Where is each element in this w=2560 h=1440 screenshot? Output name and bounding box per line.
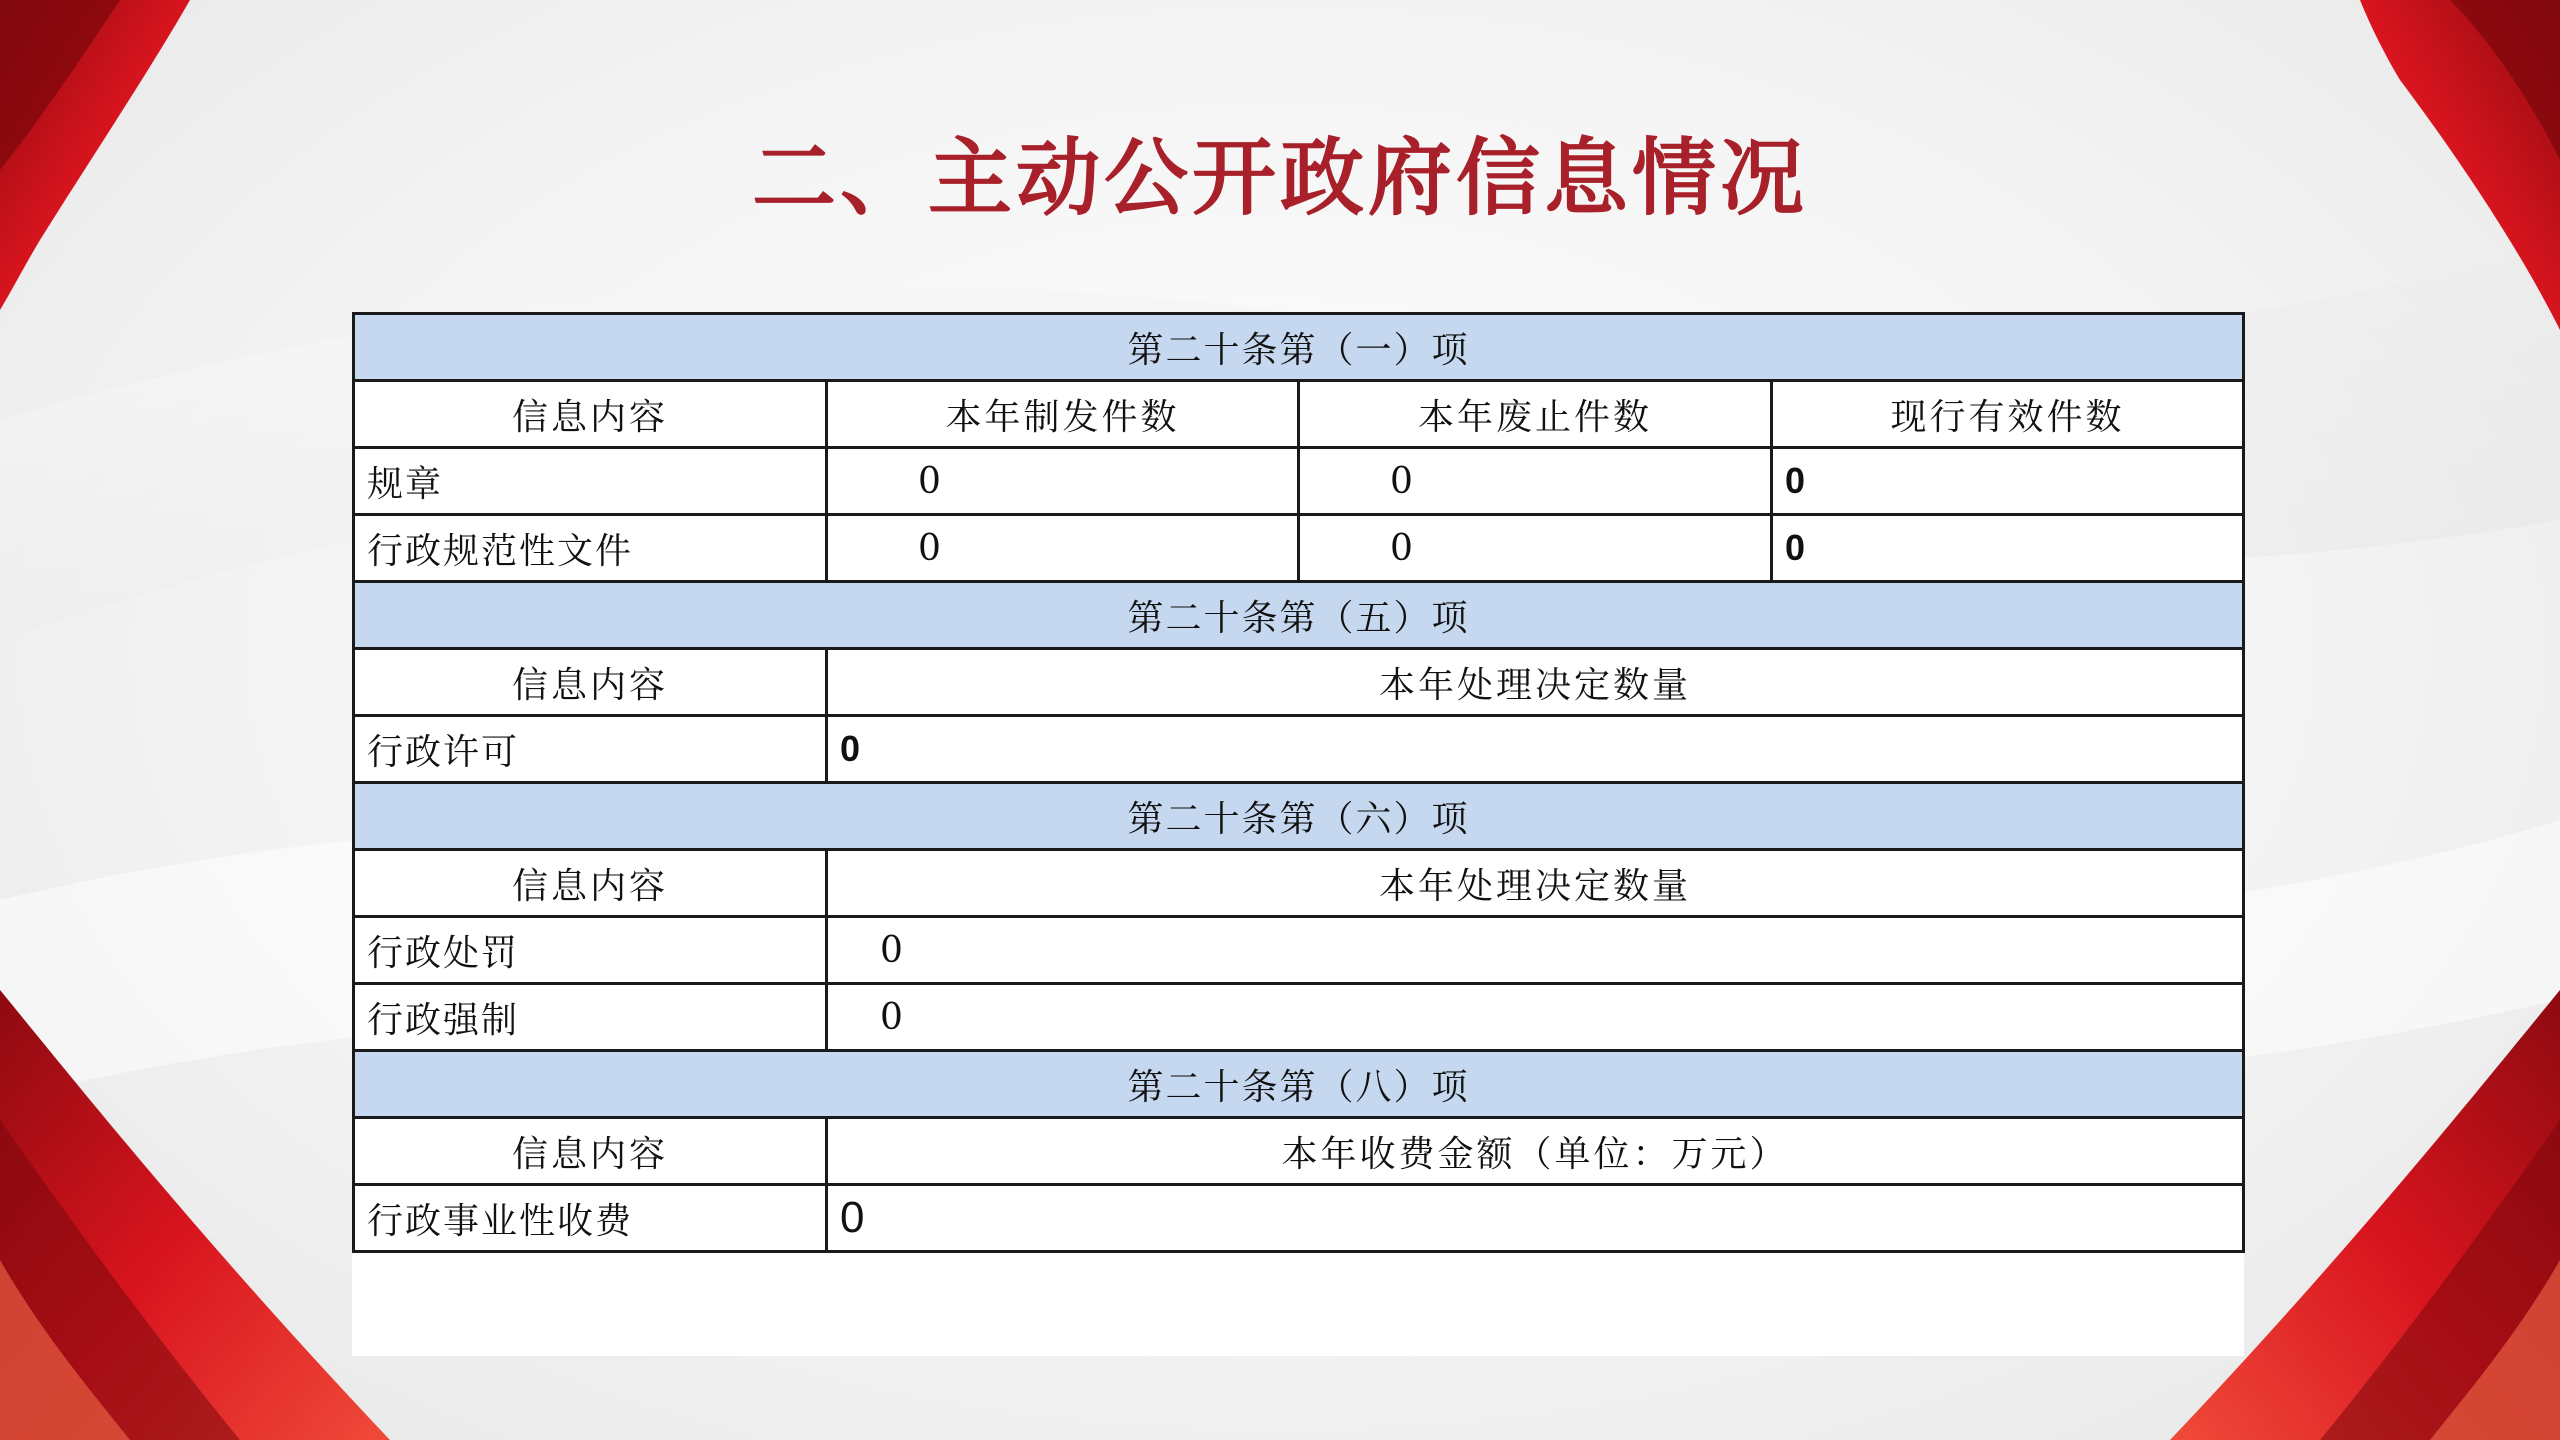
- valid-count: 0: [1772, 515, 2244, 582]
- column-header-row: [354, 381, 2244, 448]
- column-header-content: 信息内容: [354, 649, 827, 716]
- column-header-issued: 本年制发件数: [827, 381, 1299, 448]
- section-header-row: [354, 582, 2244, 649]
- issued-count: 0: [827, 448, 1299, 515]
- column-header-decisions: 本年处理决定数量: [827, 850, 2244, 917]
- section-title: 第二十条第（八）项: [354, 1051, 2244, 1118]
- column-header-valid: 现行有效件数: [1772, 381, 2244, 448]
- table-row: [354, 984, 2244, 1051]
- decision-count: 0: [827, 917, 2244, 984]
- row-label: 行政处罚: [354, 917, 827, 984]
- table-row: [354, 716, 2244, 783]
- row-label: 行政许可: [354, 716, 827, 783]
- section-title: 第二十条第（五）项: [354, 582, 2244, 649]
- column-header-row: [354, 649, 2244, 716]
- table-row: [354, 448, 2244, 515]
- section-header-row: [354, 314, 2244, 381]
- section-header-row: [354, 1051, 2244, 1118]
- issued-count: 0: [827, 515, 1299, 582]
- column-header-content: 信息内容: [354, 850, 827, 917]
- fee-amount: 0: [827, 1185, 2244, 1252]
- government-info-table: [352, 312, 2245, 1253]
- row-label: 行政强制: [354, 984, 827, 1051]
- column-header-fee-amount: 本年收费金额（单位：万元）: [827, 1118, 2244, 1185]
- column-header-row: [354, 1118, 2244, 1185]
- table-row: [354, 917, 2244, 984]
- section-title: 第二十条第（一）项: [354, 314, 2244, 381]
- valid-count: 0: [1772, 448, 2244, 515]
- column-header-decisions: 本年处理决定数量: [827, 649, 2244, 716]
- page-title: 二、主动公开政府信息情况: [751, 129, 1808, 227]
- table-row: [354, 515, 2244, 582]
- row-label: 行政规范性文件: [354, 515, 827, 582]
- column-header-abolished: 本年废止件数: [1299, 381, 1772, 448]
- abolished-count: 0: [1299, 515, 1772, 582]
- column-header-row: [354, 850, 2244, 917]
- section-title: 第二十条第（六）项: [354, 783, 2244, 850]
- abolished-count: 0: [1299, 448, 1772, 515]
- section-header-row: [354, 783, 2244, 850]
- decision-count: 0: [827, 984, 2244, 1051]
- row-label: 行政事业性收费: [354, 1185, 827, 1252]
- table-row: [354, 1185, 2244, 1252]
- table-panel: [352, 312, 2244, 1356]
- row-label: 规章: [354, 448, 827, 515]
- decision-count: 0: [827, 716, 2244, 783]
- column-header-content: 信息内容: [354, 381, 827, 448]
- column-header-content: 信息内容: [354, 1118, 827, 1185]
